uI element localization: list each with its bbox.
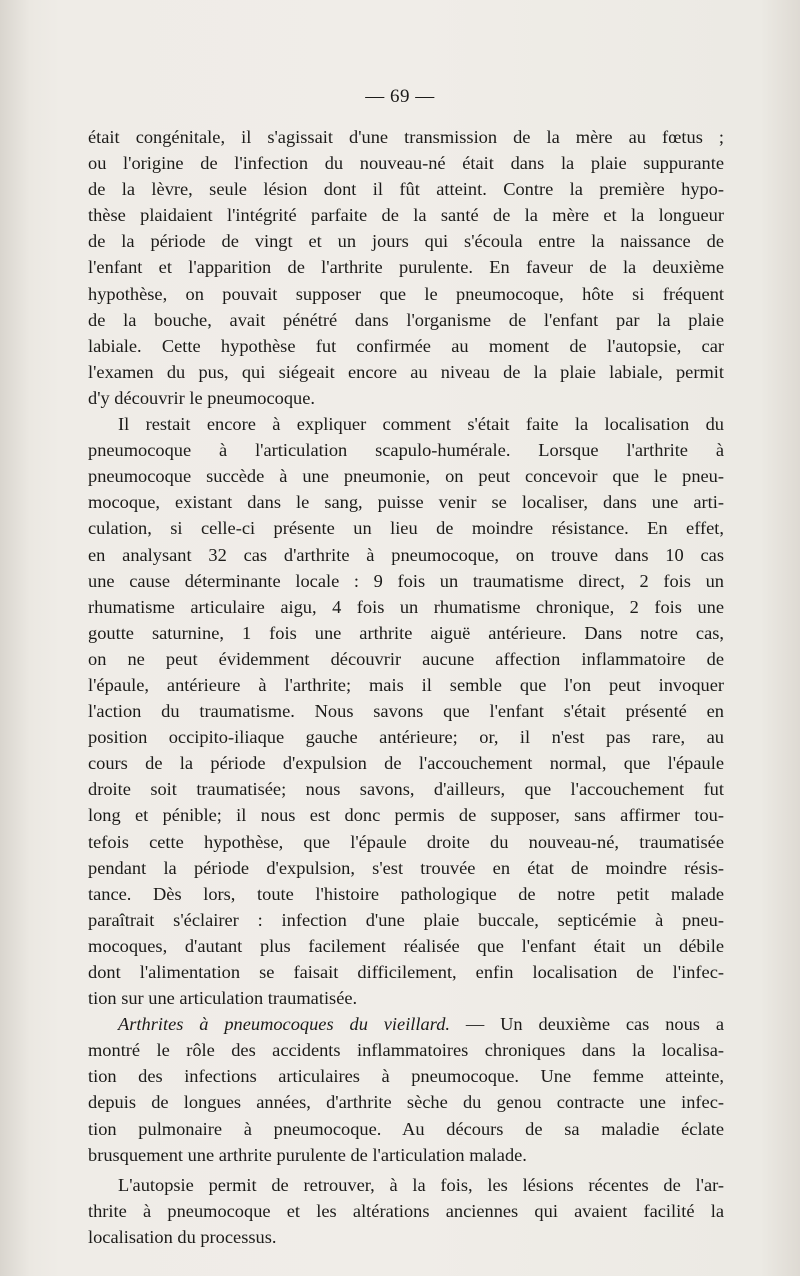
text-line: d'y découvrir le pneumocoque. [88, 387, 315, 408]
text-line: tion sur une articulation traumatisée. [88, 988, 358, 1009]
text-line: localisation du processus. [88, 1226, 277, 1247]
paragraph-2 [88, 411, 724, 1011]
text-line [88, 1011, 724, 1037]
text-line: tefois cette hypothèse, que l'épaule droite du nouveau-né, traumatisée [88, 831, 724, 852]
text-line: ou l'origine de l'infection du nouveau-né était dans la plaie suppurante [88, 153, 724, 174]
text-line: labiale. Cette hypothèse fut confirmée au moment de l'autopsie, car [88, 335, 724, 356]
text-line: de la lèvre, seule lésion dont il fût atteint. Contre la première hypo- [88, 179, 724, 200]
body-text [88, 124, 724, 1250]
text-line: en analysant 32 cas d'arthrite à pneumocoque, on trouve dans 10 cas [88, 544, 724, 565]
paragraph-3 [88, 1011, 724, 1168]
text-line: tance. Dès lors, toute l'histoire pathologique de notre petit malade [88, 883, 724, 904]
text-line: l'enfant et l'apparition de l'arthrite purulente. En faveur de la deuxième [88, 257, 724, 278]
text-line: brusquement une arthrite purulente de l'articulation malade. [88, 1144, 527, 1165]
text-line: long et pénible; il nous est donc permis de supposer, sans affirmer tou- [88, 805, 724, 826]
text-line: position occipito-iliaque gauche antérieure; or, il n'est pas rare, au [88, 727, 724, 748]
text-line: goutte saturnine, 1 fois une arthrite aiguë antérieure. Dans notre cas, [88, 622, 724, 643]
paragraph-4 [88, 1172, 724, 1250]
text-line: l'action du traumatisme. Nous savons que l'enfant s'était présenté en [88, 701, 724, 722]
text-line: Il restait encore à expliquer comment s'était faite la localisation du [118, 414, 724, 435]
text-line: montré le rôle des accidents inflammatoires chroniques dans la localisa- [88, 1040, 724, 1061]
text-line: mocoques, d'autant plus facilement réalisée que l'enfant était un débile [88, 935, 724, 956]
text-line: culation, si celle-ci présente un lieu de moindre résistance. En effet, [88, 518, 724, 539]
page-number: — 69 — [365, 86, 435, 107]
text-line: pneumocoque à l'articulation scapulo-humérale. Lorsque l'arthrite à [88, 440, 724, 461]
text-line: L'autopsie permit de retrouver, à la fois, les lésions récentes de l'ar- [118, 1174, 724, 1195]
text-line: pendant la période d'expulsion, s'est trouvée en état de moindre résis- [88, 857, 724, 878]
text-line: rhumatisme articulaire aigu, 4 fois un rhumatisme chronique, 2 fois une [88, 596, 724, 617]
text-line: l'épaule, antérieure à l'arthrite; mais il semble que l'on peut invoquer [88, 674, 724, 695]
text-line: thrite à pneumocoque et les altérations anciennes qui avaient facilité la [88, 1200, 724, 1221]
text-line: l'examen du pus, qui siégeait encore au niveau de la plaie labiale, permit [88, 361, 724, 382]
text-line: thèse plaidaient l'intégrité parfaite de la santé de la mère et la longueur [88, 205, 724, 226]
text-line: cours de la période d'expulsion de l'accouchement normal, que l'épaule [88, 753, 724, 774]
text-line: dont l'alimentation se faisait difficilement, enfin localisation de l'infec- [88, 962, 724, 982]
text-line: droite soit traumatisée; nous savons, d'ailleurs, que l'accouchement fut [88, 779, 724, 800]
text-line: paraîtrait s'éclairer : infection d'une plaie buccale, septicémie à pneu- [88, 909, 724, 930]
text-fragment: — Un deuxième cas nous a [450, 1014, 724, 1035]
text-line: une cause déterminante locale : 9 fois un traumatisme direct, 2 fois un [88, 570, 724, 591]
text-line: de la période de vingt et un jours qui s'écoula entre la naissance de [88, 231, 724, 252]
text-line: de la bouche, avait pénétré dans l'organisme de l'enfant par la plaie [88, 309, 724, 330]
text-line: on ne peut évidemment découvrir aucune affection inflammatoire de [88, 648, 724, 669]
text-line: mocoque, existant dans le sang, puisse venir se localiser, dans une arti- [88, 492, 724, 513]
section-heading: Arthrites à pneumocoques du vieillard. [118, 1014, 450, 1035]
text-line: était congénitale, il s'agissait d'une transmission de la mère au fœtus ; [88, 127, 724, 147]
text-line: depuis de longues années, d'arthrite sèche du genou contracte une infec- [88, 1092, 724, 1113]
text-line: pneumocoque succède à une pneumonie, on peut concevoir que le pneu- [88, 466, 724, 487]
text-line: tion des infections articulaires à pneumocoque. Une femme atteinte, [88, 1066, 724, 1087]
paragraph-1 [88, 124, 724, 411]
text-line: tion pulmonaire à pneumocoque. Au décours de sa maladie éclate [88, 1118, 724, 1139]
text-line: hypothèse, on pouvait supposer que le pneumocoque, hôte si fréquent [88, 283, 724, 304]
